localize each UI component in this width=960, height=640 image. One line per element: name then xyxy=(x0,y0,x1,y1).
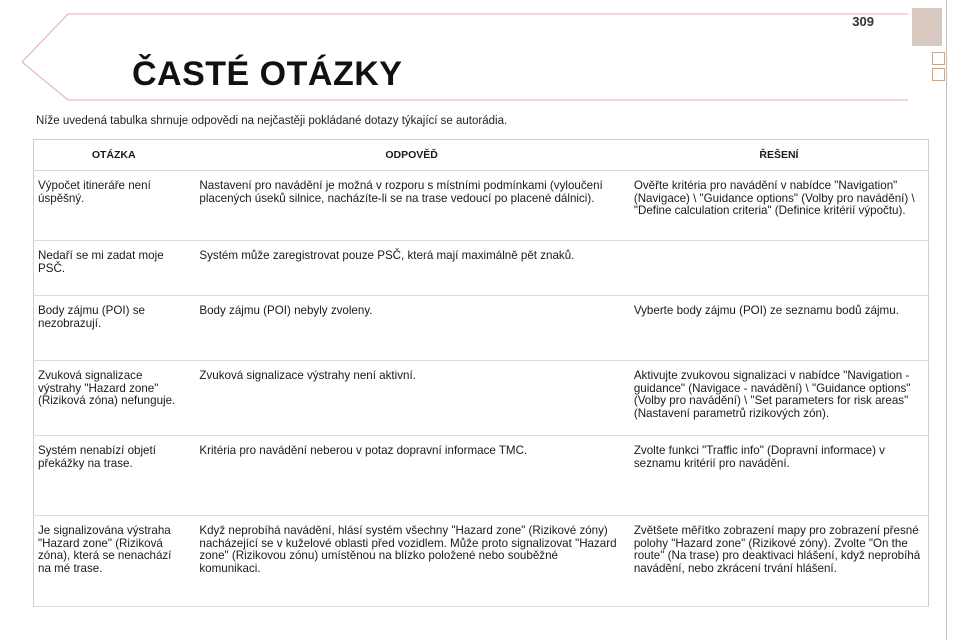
solution-cell: Zvětšete měřítko zobrazení mapy pro zobrazení přesné polohy "Hazard zone" (Rizikové zóny). Zvolte "On the route" (Na trase) pro deaktivaci hlášení, když neprobíhá navádění, nebo zkrácení trvání hlášení. xyxy=(630,516,929,607)
page-title: ČASTÉ OTÁZKY xyxy=(132,55,403,93)
answer-cell: Zvuková signalizace výstrahy není aktivní. xyxy=(193,361,629,436)
table-row xyxy=(34,361,929,436)
answer-cell: Kritéria pro navádění neberou v potaz dopravní informace TMC. xyxy=(193,436,629,516)
page-number: 309 xyxy=(852,14,874,29)
question-cell: Nedaří se mi zadat moje PSČ. xyxy=(34,241,194,296)
answer-cell: Systém může zaregistrovat pouze PSČ, která mají maximálně pět znaků. xyxy=(193,241,629,296)
table-row xyxy=(34,241,929,296)
side-marker-box xyxy=(932,52,945,65)
header-answer: ODPOVĚĎ xyxy=(193,140,629,171)
table-row xyxy=(34,436,929,516)
question-cell: Zvuková signalizace výstrahy "Hazard zone" (Riziková zóna) nefunguje. xyxy=(34,361,194,436)
solution-cell: Zvolte funkci "Traffic info" (Dopravní informace) v seznamu kritérií pro navádění. xyxy=(630,436,929,516)
question-cell: Výpočet itineráře není úspěšný. xyxy=(34,171,194,241)
question-cell: Body zájmu (POI) se nezobrazují. xyxy=(34,296,194,361)
solution-cell xyxy=(630,241,929,296)
faq-table xyxy=(33,139,929,607)
side-marker-box xyxy=(932,68,945,81)
solution-cell: Aktivujte zvukovou signalizaci v nabídce "Navigation - guidance" (Navigace - navádění) \ "Guidance options" (Volby pro navádění) \ "Set parameters for risk areas" (Nastavení parametrů rizikových zón). xyxy=(630,361,929,436)
side-margin-rule xyxy=(946,0,947,640)
solution-cell: Ověřte kritéria pro navádění v nabídce "Navigation" (Navigace) \ "Guidance options" (Volby pro navádění) \ "Define calculation criteria" (Definice kritérií výpočtu). xyxy=(630,171,929,241)
answer-cell: Body zájmu (POI) nebyly zvoleny. xyxy=(193,296,629,361)
header-question: OTÁZKA xyxy=(34,140,194,171)
answer-cell: Když neprobíhá navádění, hlásí systém všechny "Hazard zone" (Rizikové zóny) nacházející se v kuželové oblasti před vozidlem. Může proto signalizovat "Hazard zone" (Rizikovou zónu) umístěnou na blízko položené nebo souběžné komunikaci. xyxy=(193,516,629,607)
table-row xyxy=(34,171,929,241)
question-cell: Je signalizována výstraha "Hazard zone" (Riziková zóna), která se nenachází na mé trase. xyxy=(34,516,194,607)
answer-cell: Nastavení pro navádění je možná v rozporu s místními podmínkami (vyloučení placených úseků silnice, nacházíte-li se na trase vedoucí po placené dálnici). xyxy=(193,171,629,241)
table-row xyxy=(34,516,929,607)
table-row xyxy=(34,296,929,361)
solution-cell: Vyberte body zájmu (POI) ze seznamu bodů zájmu. xyxy=(630,296,929,361)
table-header-row xyxy=(34,140,929,171)
corner-tab xyxy=(912,8,942,46)
header-solution: ŘEŠENÍ xyxy=(630,140,929,171)
question-cell: Systém nenabízí objetí překážky na trase. xyxy=(34,436,194,516)
intro-text: Níže uvedená tabulka shrnuje odpovědi na nejčastěji pokládané dotazy týkající se autorádia. xyxy=(36,115,508,127)
